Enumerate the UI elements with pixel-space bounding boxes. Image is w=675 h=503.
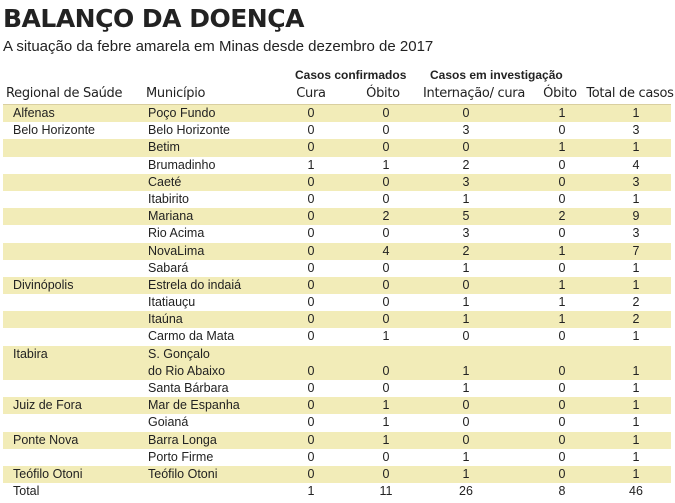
cell-obito-inv: 0: [558, 415, 566, 430]
cell-cura: 0: [307, 226, 315, 241]
cell-internacao: 2: [462, 157, 470, 172]
cell-municipio: Belo Horizonte: [148, 123, 230, 138]
cell-municipio: Porto Firme: [148, 449, 214, 464]
cell-internacao: 0: [462, 329, 470, 344]
table-row: [3, 105, 671, 122]
cell-internacao: 1: [462, 449, 470, 464]
cell-obito-conf: 0: [382, 363, 390, 378]
cell-cura: 0: [307, 209, 315, 224]
cell-regional: Alfenas: [13, 106, 55, 120]
cell-obito-conf: 1: [382, 432, 390, 447]
cell-obito-conf: 11: [379, 484, 393, 499]
cell-municipio: Caeté: [148, 174, 182, 189]
cell-total: 1: [632, 381, 640, 396]
cell-internacao: 0: [462, 432, 470, 447]
cell-cura: 0: [307, 277, 315, 292]
cell-internacao: 5: [462, 209, 470, 224]
cell-cura: 0: [307, 449, 315, 464]
cell-internacao: 1: [462, 191, 470, 206]
cell-municipio: Barra Longa: [148, 432, 217, 447]
table-row: [3, 294, 671, 311]
cell-cura: 0: [307, 398, 315, 413]
cell-municipio: Sabará: [148, 260, 189, 275]
cell-obito-inv: 1: [558, 106, 566, 120]
cell-total: 9: [632, 209, 640, 224]
cell-cura: 0: [307, 415, 315, 430]
cell-municipio: Brumadinho: [148, 157, 216, 172]
cell-obito-inv: 0: [558, 432, 566, 447]
table-row: [3, 122, 671, 139]
table-row: [3, 414, 671, 431]
cell-municipio: Rio Acima: [148, 226, 205, 241]
cell-municipio: Estrela do indaiá: [148, 277, 242, 292]
cell-obito-conf: 1: [382, 329, 390, 344]
cell-internacao: 1: [462, 260, 470, 275]
cell-obito-conf: 0: [382, 123, 390, 138]
cell-cura: 0: [307, 243, 315, 258]
table-row: [3, 225, 671, 242]
cell-obito-inv: 1: [558, 312, 566, 327]
cell-total: 1: [632, 466, 640, 481]
cell-obito-conf: 0: [382, 466, 390, 481]
cell-total: 1: [632, 329, 640, 344]
table-row: [3, 260, 671, 277]
cell-cura: 0: [307, 381, 315, 396]
cell-obito-inv: 0: [558, 191, 566, 206]
column-header-total: Total de casos: [586, 86, 674, 101]
cell-total: 3: [632, 123, 640, 138]
cell-total: 1: [632, 432, 640, 447]
column-header-internacao: Internação/ cura: [423, 86, 525, 101]
cell-obito-inv: 0: [558, 449, 566, 464]
table-row: [3, 466, 671, 483]
cell-internacao: 1: [462, 466, 470, 481]
table-row: [3, 277, 671, 294]
cell-obito-conf: 2: [382, 209, 390, 224]
cell-total: 1: [632, 191, 640, 206]
cell-obito-inv: 0: [558, 466, 566, 481]
group-header-investigacao: Casos em investigação: [430, 68, 563, 82]
data-table: [3, 105, 671, 500]
cell-obito-conf: 4: [382, 243, 390, 258]
cell-internacao: 0: [462, 398, 470, 413]
cell-internacao: 0: [462, 106, 470, 120]
table-row: [3, 174, 671, 191]
cell-obito-inv: 0: [558, 363, 566, 378]
page-title: BALANÇO DA DOENÇA: [3, 4, 304, 33]
cell-total: 3: [632, 174, 640, 189]
cell-obito-conf: 0: [382, 174, 390, 189]
page-subtitle: A situação da febre amarela em Minas desde dezembro de 2017: [3, 38, 434, 55]
cell-obito-inv: 0: [558, 174, 566, 189]
cell-obito-inv: 0: [558, 226, 566, 241]
cell-obito-conf: 1: [382, 157, 390, 172]
cell-obito-inv: 1: [558, 277, 566, 292]
column-header-obito-investigacao: Óbito: [543, 86, 577, 101]
cell-internacao: 1: [462, 312, 470, 327]
cell-total: 1: [632, 106, 640, 120]
cell-cura: 0: [307, 329, 315, 344]
cell-cura: 0: [307, 363, 315, 378]
cell-total: 1: [632, 277, 640, 292]
cell-internacao: 1: [462, 363, 470, 378]
cell-obito-inv: 0: [558, 157, 566, 172]
cell-obito-inv: 1: [558, 243, 566, 258]
cell-obito-conf: 1: [382, 415, 390, 430]
cell-municipio: Itabirito: [148, 191, 189, 206]
group-header-confirmados: Casos confirmados: [295, 68, 407, 82]
cell-municipio: Mar de Espanha: [148, 398, 240, 413]
cell-obito-conf: 0: [382, 277, 390, 292]
cell-internacao: 0: [462, 140, 470, 155]
cell-total: 2: [632, 312, 640, 327]
cell-internacao: 0: [462, 415, 470, 430]
cell-cura: 0: [307, 106, 315, 120]
table-row: [3, 243, 671, 260]
cell-cura: 0: [307, 140, 315, 155]
cell-obito-inv: 0: [558, 329, 566, 344]
cell-total: 4: [632, 157, 640, 172]
cell-obito-inv: 1: [558, 295, 566, 310]
cell-cura: 0: [307, 174, 315, 189]
cell-internacao: 3: [462, 174, 470, 189]
cell-cura: 0: [307, 191, 315, 206]
cell-municipio: Itaúna: [148, 312, 183, 327]
cell-total: 7: [632, 243, 640, 258]
cell-municipio: Itatiauçu: [148, 295, 196, 310]
cell-internacao: 26: [459, 484, 473, 499]
cell-municipio: Santa Bárbara: [148, 381, 229, 396]
cell-obito-inv: 2: [558, 209, 566, 224]
table-row: [3, 208, 671, 225]
cell-internacao: 1: [462, 295, 470, 310]
column-header-municipio: Município: [146, 86, 206, 101]
column-header-regional: Regional de Saúde: [6, 86, 123, 101]
cell-municipio-line2: do Rio Abaixo: [148, 363, 226, 378]
cell-obito-conf: 0: [382, 381, 390, 396]
cell-municipio: Carmo da Mata: [148, 329, 235, 344]
cell-obito-conf: 0: [382, 191, 390, 206]
cell-obito-inv: 1: [558, 140, 566, 155]
cell-internacao: 0: [462, 277, 470, 292]
cell-total: 1: [632, 398, 640, 413]
table-row: [3, 380, 671, 397]
table-row: [3, 449, 671, 466]
cell-cura: 0: [307, 260, 315, 275]
cell-regional: Itabira: [13, 346, 48, 361]
cell-municipio: Poço Fundo: [148, 106, 216, 120]
cell-municipio: Teófilo Otoni: [148, 466, 218, 481]
cell-internacao: 1: [462, 381, 470, 396]
cell-internacao: 3: [462, 226, 470, 241]
cell-obito-inv: 0: [558, 260, 566, 275]
cell-obito-conf: 0: [382, 106, 390, 120]
cell-total: 46: [629, 484, 643, 499]
cell-obito-conf: 0: [382, 449, 390, 464]
cell-municipio: Mariana: [148, 209, 194, 224]
cell-obito-conf: 0: [382, 312, 390, 327]
cell-regional: Belo Horizonte: [13, 123, 95, 138]
cell-cura: 1: [307, 484, 315, 499]
cell-municipio: S. Gonçalo: [148, 346, 210, 361]
cell-regional: Total: [13, 484, 40, 499]
cell-regional: Ponte Nova: [13, 432, 79, 447]
cell-total: 1: [632, 260, 640, 275]
cell-municipio: NovaLima: [148, 243, 205, 258]
table-row: [3, 311, 671, 328]
cell-regional: Juiz de Fora: [13, 398, 82, 413]
cell-total: 1: [632, 140, 640, 155]
cell-total: 1: [632, 449, 640, 464]
cell-total: 2: [632, 295, 640, 310]
cell-cura: 0: [307, 295, 315, 310]
cell-obito-conf: 0: [382, 260, 390, 275]
cell-municipio: Betim: [148, 140, 180, 155]
cell-obito-conf: 0: [382, 226, 390, 241]
cell-obito-conf: 0: [382, 295, 390, 310]
table-row: [3, 157, 671, 174]
table-row: [3, 191, 671, 208]
table-row: [3, 346, 671, 380]
table-total-row: [3, 483, 671, 500]
cell-cura: 1: [307, 157, 315, 172]
cell-obito-inv: 0: [558, 398, 566, 413]
table-row: [3, 139, 671, 156]
cell-obito-conf: 0: [382, 140, 390, 155]
cell-municipio: Goianá: [148, 415, 189, 430]
cell-obito-inv: 8: [558, 484, 566, 499]
cell-internacao: 2: [462, 243, 470, 258]
table-row: [3, 328, 671, 345]
cell-obito-inv: 0: [558, 381, 566, 396]
table-row: [3, 397, 671, 414]
cell-obito-inv: 0: [558, 123, 566, 138]
cell-total: 1: [632, 415, 640, 430]
column-header-obito-confirmado: Óbito: [366, 86, 400, 101]
cell-total: 3: [632, 226, 640, 241]
cell-cura: 0: [307, 123, 315, 138]
table-row: [3, 432, 671, 449]
cell-cura: 0: [307, 466, 315, 481]
cell-obito-conf: 1: [382, 398, 390, 413]
cell-regional: Teófilo Otoni: [13, 466, 83, 481]
cell-total: 1: [632, 363, 640, 378]
cell-internacao: 3: [462, 123, 470, 138]
column-header-cura: Cura: [296, 86, 326, 101]
cell-cura: 0: [307, 432, 315, 447]
cell-cura: 0: [307, 312, 315, 327]
cell-regional: Divinópolis: [13, 277, 74, 292]
